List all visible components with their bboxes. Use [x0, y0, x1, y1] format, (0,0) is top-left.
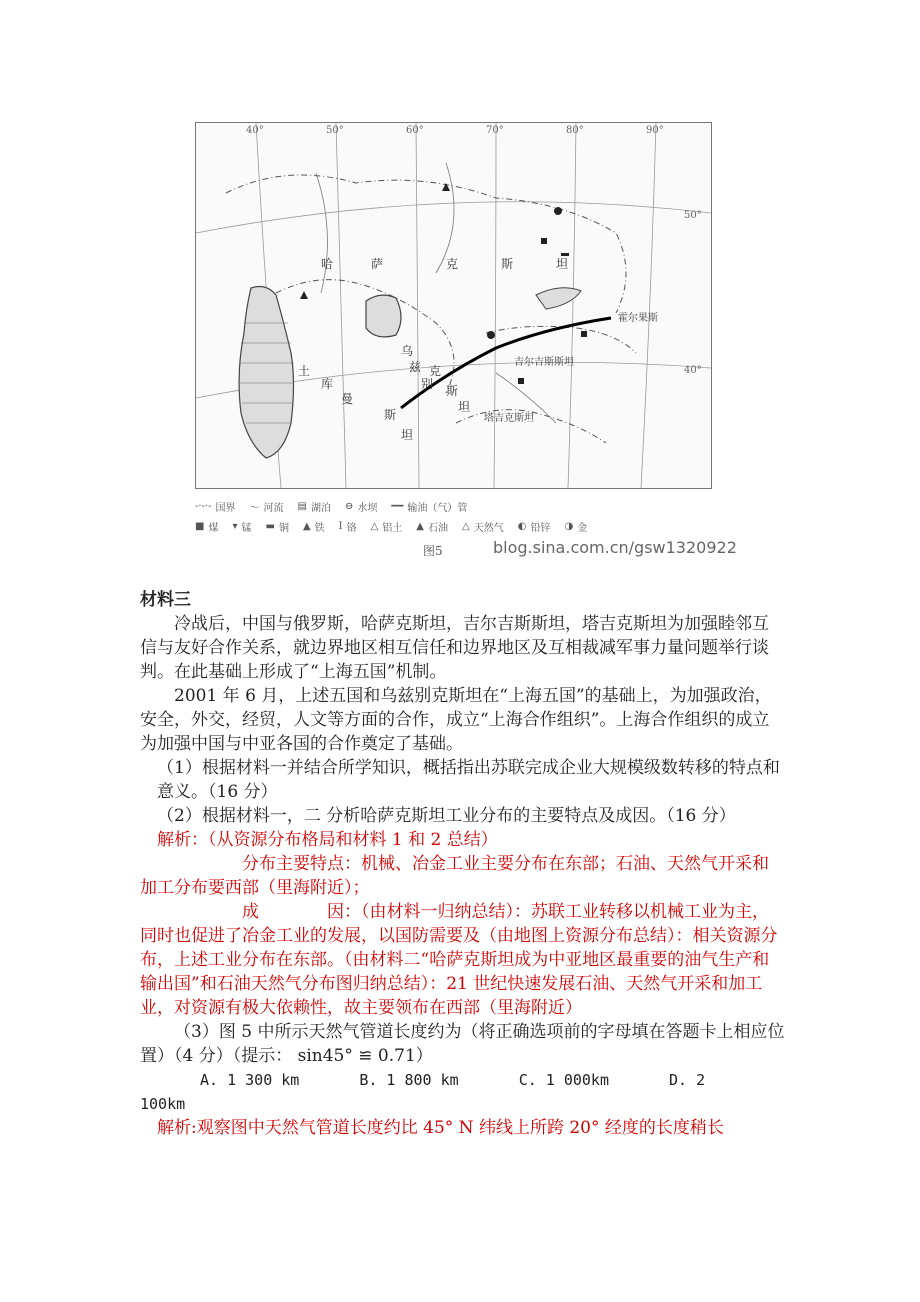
map-label: 坦 [401, 428, 414, 442]
legend-item: ▾ 锰 [232, 520, 252, 534]
legend-row-lines [195, 496, 710, 516]
map-legend [195, 496, 710, 542]
central-asia-map [195, 122, 712, 489]
figure-caption: 图5 [423, 544, 443, 558]
lat-label: 50° [684, 210, 702, 221]
legend-item: ■ 煤 [195, 520, 219, 534]
lead-zinc-icon: ◐ [517, 520, 527, 532]
material3-paragraph-2: 2001 年 6 月，上述五国和乌兹别克斯坦在“上海五国”的基础上，为加强政治，安全，外交，经贸，人文等方面的合作，成立“上海合作组织”。上海合作组织的成立为加强中国与中亚各国的合作奠定了基础。 [140, 686, 772, 754]
map-label: 乌 [401, 344, 414, 358]
map-label: 斯 [384, 408, 397, 422]
answer-3: 解析:观察图中天然气管道长度约比 45° N 纬线上所跨 20° 经度的长度稍长 [157, 1118, 724, 1138]
legend-item: ▲ 铁 [302, 520, 325, 534]
option-d-continuation: 100km [140, 1095, 186, 1113]
iron-icon: ▲ [302, 520, 311, 532]
lon-label: 60° [406, 125, 424, 136]
option-d: D. 2 [669, 1071, 706, 1089]
map-label: 曼 [341, 392, 354, 406]
figure-5 [195, 118, 715, 560]
oil-icon: ▲ [416, 520, 424, 532]
river-icon: ～ [249, 502, 260, 514]
aral-sea [366, 295, 401, 337]
map-label: 土 [298, 364, 311, 378]
map-label: 斯 [446, 384, 459, 398]
option-a: A. 1 300 km [200, 1071, 300, 1089]
legend-item: ⊖ 水坝 [344, 500, 378, 514]
lon-label: 40° [246, 125, 264, 136]
question-1: （1）根据材料一并结合所学知识，概括指出苏联完成企业大规模级数转移的特点和意义。（16 分） [157, 758, 780, 802]
border-line-icon: -·-·- [195, 500, 212, 512]
legend-item: △ 铝土 [370, 520, 403, 534]
legend-item: ～ 河流 [250, 499, 284, 514]
map-label: 吉尔吉斯斯坦 [514, 357, 574, 368]
chromium-icon: Ⅰ [338, 520, 343, 532]
coal-icon: ■ [195, 520, 205, 532]
question-3-options [140, 1068, 785, 1092]
lat-label: 40° [684, 365, 702, 376]
material3-heading: 材料三 [140, 590, 191, 610]
option-c: C. 1 000km [518, 1071, 609, 1089]
document-body [140, 588, 785, 1140]
lon-label: 50° [326, 125, 344, 136]
legend-item: -·-·- 国界 [195, 500, 236, 514]
question-2: （2）根据材料一，二 分析哈萨克斯坦工业分布的主要特点及成因。（16 分） [157, 806, 736, 826]
dam-icon: ⊖ [344, 500, 354, 512]
legend-item: △ 天然气 [462, 520, 504, 534]
legend-item: ◑ 金 [564, 520, 588, 534]
map-label: 克 [446, 257, 459, 271]
map-svg [196, 123, 711, 488]
caspian-sea [239, 287, 293, 458]
legend-item: ━━ 输油（气）管 [391, 500, 468, 514]
lon-label: 80° [566, 125, 584, 136]
bauxite-icon: △ [370, 520, 379, 532]
natural-gas-icon: △ [462, 520, 470, 532]
map-label: 哈 [321, 257, 334, 271]
material3-paragraph-1: 冷战后，中国与俄罗斯，哈萨克斯坦，吉尔吉斯斯坦，塔吉克斯坦为加强睦邻互信与友好合作关系，就边界地区相互信任和边界地区及互相裁减军事力量问题举行谈判。在此基础上形成了“上海五国”机制。 [140, 614, 769, 682]
map-label: 别 [421, 377, 434, 391]
map-label: 兹 [409, 360, 422, 374]
map-label: 斯 [501, 257, 514, 271]
balkhash-lake [536, 288, 581, 309]
map-label: 克 [429, 364, 442, 378]
watermark: blog.sina.com.cn/gsw1320922 [493, 538, 737, 557]
map-label: 坦 [458, 400, 471, 414]
pipeline-icon: ━━ [391, 500, 404, 512]
manganese-icon: ▾ [232, 520, 238, 532]
legend-item: ▲ 石油 [416, 520, 448, 534]
answer-2-causes: 成 因：（由材料一归纳总结）：苏联工业转移以机械工业为主，同时也促进了冶金工业的发展，以国防需要及（由地图上资源分布总结）：相关资源分布，上述工业分布在东部。（由材料二“哈萨克斯坦成为中亚地区最重要的油气生产和输出国”和石油天然气分布图归纳总结）：21 世纪快速发展石油、天然气开采和加工业，对资源有极大依赖性，故主要领布在西部（里海附近） [140, 902, 778, 1018]
legend-item: ▤ 湖泊 [297, 500, 331, 514]
legend-row-resources [195, 516, 710, 536]
map-label: 萨 [371, 257, 384, 271]
lon-label: 70° [486, 125, 504, 136]
question-3: （3）图 5 中所示天然气管道长度约为（将正确选项前的字母填在答题卡上相应位置）（4 分）（提示： sin45° ≌ 0.71） [140, 1022, 785, 1066]
map-label: 塔吉克斯坦 [484, 413, 534, 424]
gold-icon: ◑ [564, 520, 574, 532]
map-label: 霍尔果斯 [618, 313, 658, 324]
answer-2-features: 分布主要特点：机械、冶金工业主要分布在东部；石油、天然气开采和加工分布要西部（里海附近）； [140, 854, 769, 898]
map-label: 库 [321, 377, 334, 391]
lake-icon: ▤ [297, 500, 307, 512]
lon-label: 90° [646, 125, 664, 136]
option-b: B. 1 800 km [359, 1071, 459, 1089]
legend-item: Ⅰ 铬 [338, 520, 357, 534]
map-label: 坦 [556, 257, 569, 271]
answer-2-intro: 解析：（从资源分布格局和材料 1 和 2 总结） [157, 830, 498, 850]
legend-item: ◐ 铅锌 [517, 520, 551, 534]
legend-item: ▬ 铜 [265, 520, 289, 534]
copper-icon: ▬ [265, 520, 275, 532]
